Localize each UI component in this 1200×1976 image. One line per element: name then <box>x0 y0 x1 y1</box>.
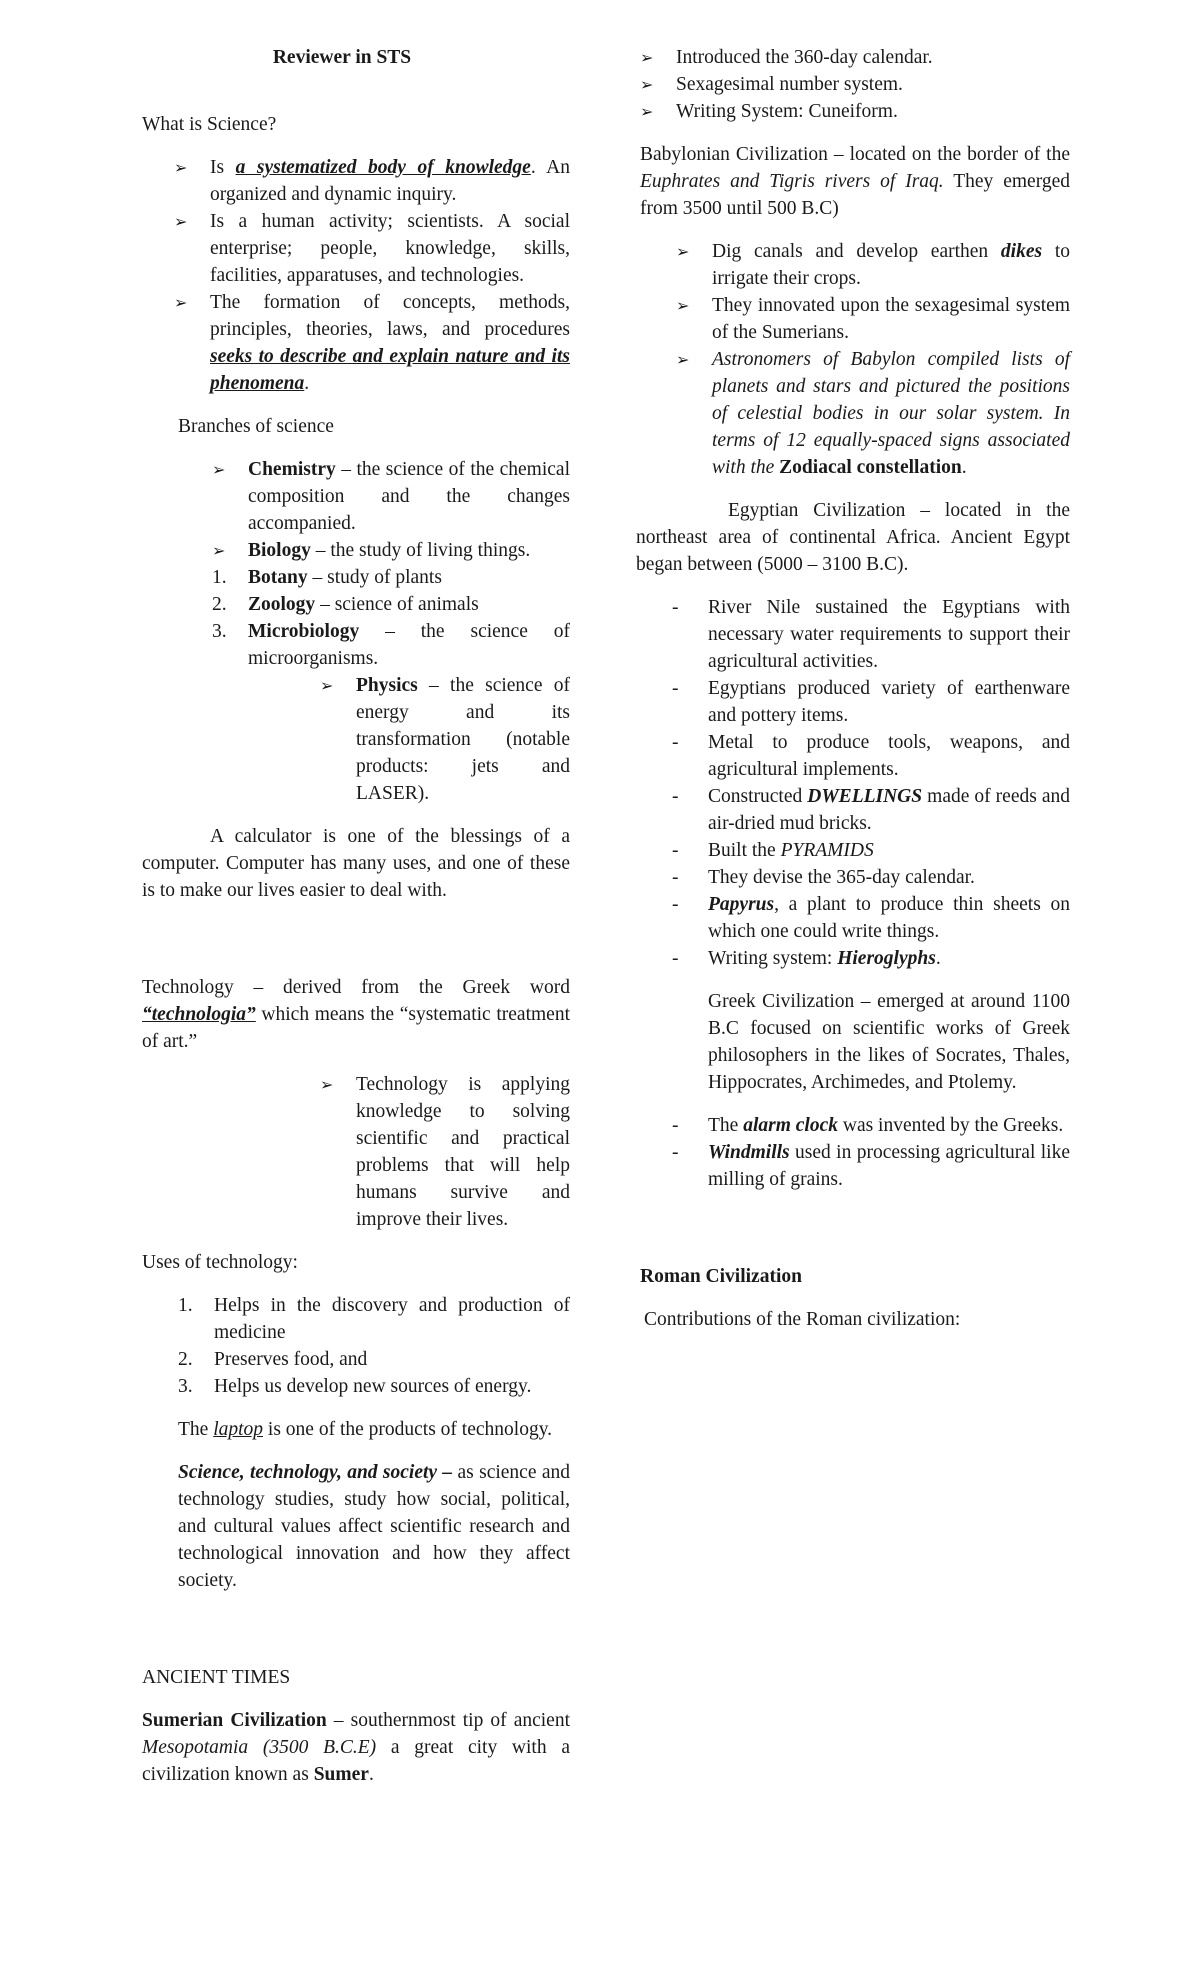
list-item: - Papyrus, a plant to produce thin sheets on which one could write things. <box>708 891 1070 945</box>
physics-list <box>356 672 570 807</box>
uses-heading: Uses of technology: <box>142 1252 298 1273</box>
list-item: 3. Helps us develop new sources of energy. <box>178 1376 532 1397</box>
list-item: ➢ Is a human activity; scientists. A social enterprise; people, knowledge, skills, facilities, apparatuses, and technologies. <box>210 208 570 289</box>
branches-heading: Branches of science <box>178 416 334 437</box>
list-item: ➢ Is a systematized body of knowledge. An organized and dynamic inquiry. <box>210 154 570 208</box>
list-item: ➢ Physics – the science of energy and its transformation (notable products: jets and LASER). <box>356 672 570 807</box>
list-item: ➢ The formation of concepts, methods, principles, theories, laws, and procedures seeks to describe and explain nature and its phenomena. <box>210 289 570 397</box>
biology-sub-list <box>212 564 570 672</box>
list-item: - River Nile sustained the Egyptians with necessary water requirements to support their agricultural activities. <box>708 594 1070 675</box>
left-column <box>142 44 570 1788</box>
babylonian-paragraph: Babylonian Civilization – located on the border of the Euphrates and Tigris rivers of Iraq. They emerged from 3500 until 500 B.C) <box>640 144 1070 219</box>
list-item: ➢ Introduced the 360-day calendar. <box>676 44 1070 71</box>
list-item: - Metal to produce tools, weapons, and agricultural implements. <box>708 729 1070 783</box>
list-item: 1. Helps in the discovery and production of medicine <box>178 1295 570 1343</box>
list-item: - Constructed DWELLINGS made of reeds and air-dried mud bricks. <box>708 783 1070 837</box>
right-column <box>636 44 1070 1333</box>
egyptian-contributions-list <box>708 594 1070 972</box>
list-item: ➢ Writing System: Cuneiform. <box>676 98 1070 125</box>
list-item: ➢ Technology is applying knowledge to solving scientific and practical problems that will help humans survive and improve their lives. <box>356 1071 570 1233</box>
page-title: Reviewer in STS <box>272 47 412 68</box>
babylonian-contributions-list <box>712 238 1070 481</box>
science-definition-list <box>210 154 570 397</box>
greek-paragraph: Greek Civilization – emerged at around 1100 B.C focused on scientific works of Greek philosophers in the likes of Socrates, Thales, Hippocrates, Archimedes, and Ptolemy. <box>708 991 1070 1093</box>
sumerian-paragraph: Sumerian Civilization – southernmost tip of ancient Mesopotamia (3500 B.C.E) a great city with a civilization known as Sumer. <box>142 1710 570 1785</box>
ancient-times-heading: ANCIENT TIMES <box>142 1667 291 1688</box>
uses-list <box>178 1292 570 1400</box>
list-item: 1. Botany – study of plants <box>212 567 442 588</box>
technology-list <box>356 1071 570 1233</box>
list-item: ➢ Biology – the study of living things. <box>248 537 570 564</box>
what-is-science-heading: What is Science? <box>142 114 277 135</box>
list-item: ➢ Astronomers of Babylon compiled lists of planets and stars and pictured the positions of celestial bodies in our solar system. In terms of 12 equally-spaced signs associated with the Zodiacal constellation. <box>712 346 1070 481</box>
roman-contributions-label: Contributions of the Roman civilization: <box>644 1309 961 1330</box>
roman-heading: Roman Civilization <box>640 1266 802 1287</box>
calculator-paragraph: A calculator is one of the blessings of a computer. Computer has many uses, and one of these is to make our lives easier to deal with. <box>142 826 570 901</box>
egyptian-paragraph: Egyptian Civilization – located in the northeast area of continental Africa. Ancient Egypt began between (5000 – 3100 B.C). <box>636 500 1070 575</box>
sts-paragraph: Science, technology, and society – as science and technology studies, study how social, political, and cultural values affect scientific research and technological innovation and how they affect society. <box>178 1462 570 1591</box>
technology-definition: Technology – derived from the Greek word “technologia” which means the “systematic treatment of art.” <box>142 977 570 1052</box>
greek-contributions-list <box>708 1112 1070 1193</box>
list-item: - They devise the 365-day calendar. <box>708 864 1070 891</box>
list-item: ➢ Sexagesimal number system. <box>676 71 1070 98</box>
list-item: ➢ They innovated upon the sexagesimal system of the Sumerians. <box>712 292 1070 346</box>
list-item: - Built the PYRAMIDS <box>708 837 1070 864</box>
list-item: 2. Zoology – science of animals <box>212 594 479 615</box>
list-item: ➢ Chemistry – the science of the chemical composition and the changes accompanied. <box>248 456 570 537</box>
list-item: - The alarm clock was invented by the Greeks. <box>708 1112 1070 1139</box>
list-item: - Writing system: Hieroglyphs. <box>708 945 1070 972</box>
list-item: - Windmills used in processing agricultural like milling of grains. <box>708 1139 1070 1193</box>
list-item: - Egyptians produced variety of earthenware and pottery items. <box>708 675 1070 729</box>
laptop-paragraph: The laptop is one of the products of technology. <box>178 1419 553 1440</box>
list-item: ➢ Dig canals and develop earthen dikes to irrigate their crops. <box>712 238 1070 292</box>
list-item: 3. Microbiology – the science of microorganisms. <box>212 621 570 669</box>
list-item: 2. Preserves food, and <box>178 1349 368 1370</box>
sumerian-contributions-list <box>676 44 1070 125</box>
branches-list <box>248 456 570 564</box>
